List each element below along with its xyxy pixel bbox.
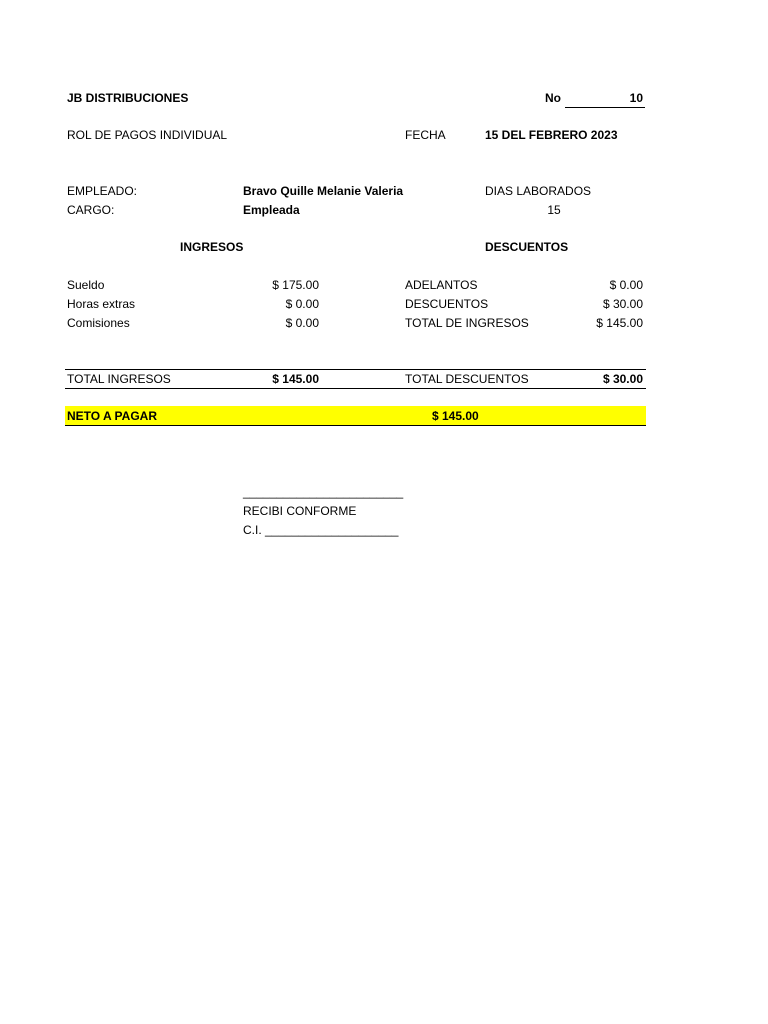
descuento-label: TOTAL DE INGRESOS bbox=[405, 316, 529, 330]
net-pay-label: NETO A PAGAR bbox=[67, 409, 158, 423]
ingreso-label: Sueldo bbox=[67, 278, 105, 292]
total-descuentos-label: TOTAL DESCUENTOS bbox=[405, 372, 529, 386]
totals-bottom-border bbox=[65, 388, 646, 389]
ingresos-title: INGRESOS bbox=[180, 240, 244, 254]
number-value: 10 bbox=[629, 91, 643, 105]
received-label: RECIBI CONFORME bbox=[243, 504, 357, 518]
days-worked-value: 15 bbox=[547, 203, 561, 217]
descuento-value: $ 30.00 bbox=[602, 297, 643, 311]
total-ingresos-value: $ 145.00 bbox=[272, 372, 319, 386]
ingreso-label: Comisiones bbox=[67, 316, 130, 330]
number-underline bbox=[565, 107, 645, 108]
signature-line: ________________________ bbox=[243, 485, 404, 499]
position-value: Empleada bbox=[243, 203, 300, 217]
ingreso-value: $ 0.00 bbox=[285, 297, 319, 311]
descuento-value: $ 0.00 bbox=[609, 278, 643, 292]
date-value: 15 DEL FEBRERO 2023 bbox=[485, 128, 618, 142]
net-pay-underline bbox=[65, 425, 646, 426]
ingreso-label: Horas extras bbox=[67, 297, 136, 311]
descuento-label: ADELANTOS bbox=[405, 278, 478, 292]
totals-top-border bbox=[65, 369, 646, 370]
number-label: No bbox=[545, 91, 561, 105]
descuento-value: $ 145.00 bbox=[596, 316, 643, 330]
ingreso-value: $ 0.00 bbox=[285, 316, 319, 330]
employee-label: EMPLEADO: bbox=[67, 184, 138, 198]
position-label: CARGO: bbox=[67, 203, 115, 217]
net-pay-value: $ 145.00 bbox=[432, 409, 479, 423]
descuentos-title: DESCUENTOS bbox=[485, 240, 569, 254]
date-label: FECHA bbox=[405, 128, 446, 142]
total-descuentos-value: $ 30.00 bbox=[602, 372, 643, 386]
employee-name: Bravo Quille Melanie Valeria bbox=[243, 184, 404, 198]
id-number-field: C.I. ____________________ bbox=[243, 523, 399, 537]
days-worked-label: DIAS LABORADOS bbox=[485, 184, 592, 198]
ingreso-value: $ 175.00 bbox=[272, 278, 319, 292]
descuento-label: DESCUENTOS bbox=[405, 297, 489, 311]
total-ingresos-label: TOTAL INGRESOS bbox=[67, 372, 171, 386]
document-title: ROL DE PAGOS INDIVIDUAL bbox=[67, 128, 228, 142]
company-name: JB DISTRIBUCIONES bbox=[67, 91, 189, 105]
